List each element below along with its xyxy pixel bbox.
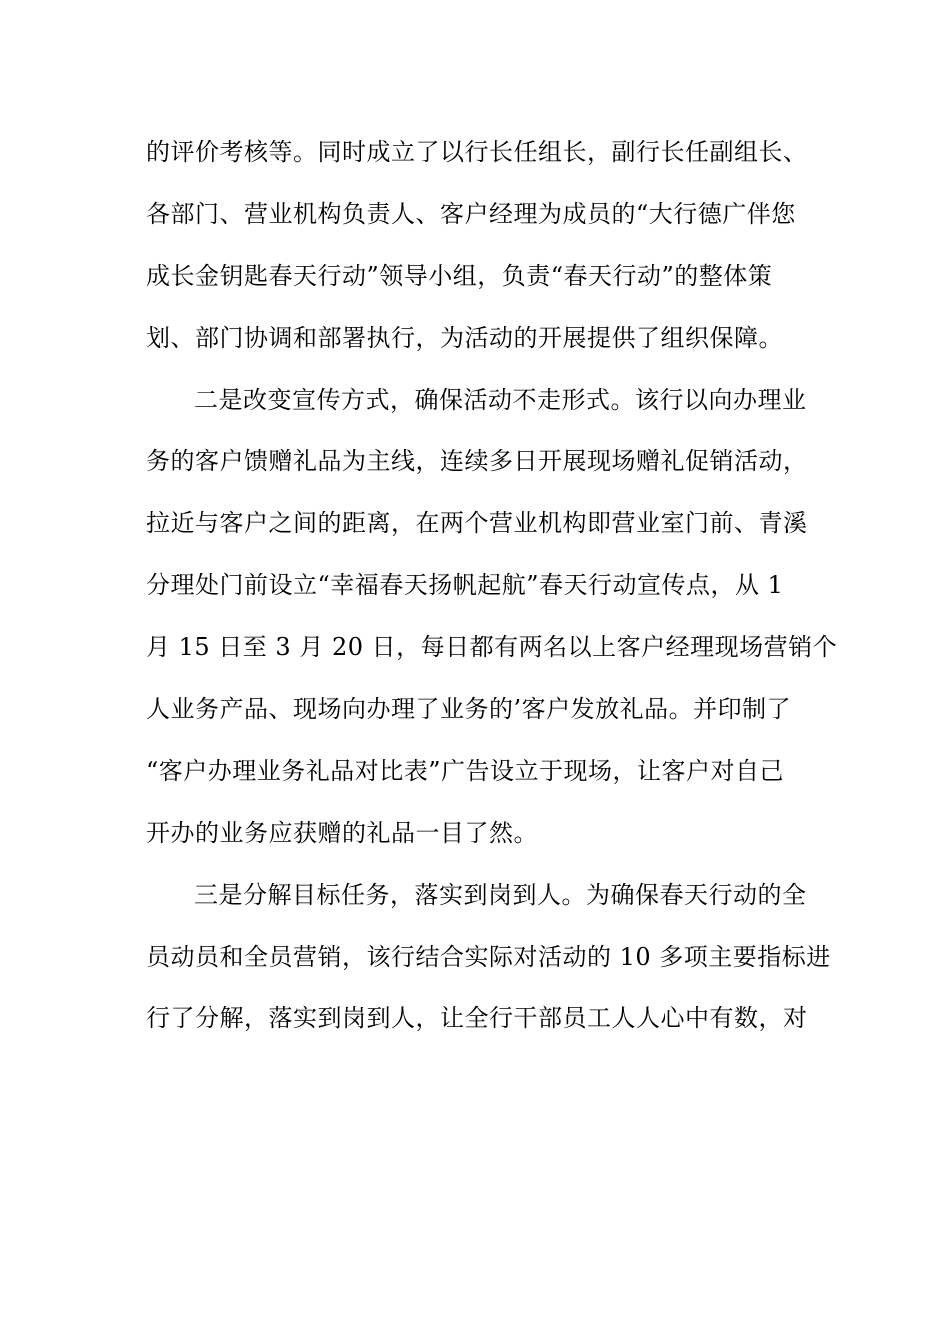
text-line: 成长金钥匙春天行动”领导小组，负责“春天行动”的整体策 [146, 261, 773, 290]
text-line: 月 15 日至 3 月 20 日，每日都有两名以上客户经理现场营销个 [146, 633, 838, 662]
body-text [146, 122, 838, 1050]
paragraph-start-line: 二是改变宣传方式，确保活动不走形式。该行以向办理业 [194, 385, 807, 414]
text-line: 的评价考核等。同时成立了以行长任组长，副行长任副组长、 [146, 138, 808, 166]
text-line: 务的客户馈赠礼品为主线，连续多日开展现场赠礼促销活动， [146, 447, 808, 476]
text-line: 开办的业务应获赠的礼品一目了然。 [146, 818, 538, 847]
text-line: 人业务产品、现场向办理了业务的’客户发放礼品。并印制了 [146, 695, 792, 724]
text-line: 行了分解，落实到岗到人，让全行干部员工人人心中有数，对 [146, 1004, 808, 1033]
text-line: 划、部门协调和部署执行，为活动的开展提供了组织保障。 [146, 323, 783, 352]
text-line: “客户办理业务礼品对比表”广告设立于现场，让客户对自己 [146, 756, 785, 785]
text-line: 员动员和全员营销，该行结合实际对活动的 10 多项主要指标进 [146, 942, 831, 971]
text-line: 各部门、营业机构负责人、客户经理为成员的“大行德广伴您 [146, 199, 796, 228]
text-line: 分理处门前设立“幸福春天扬帆起航”春天行动宣传点，从 1 [146, 571, 784, 600]
paragraph-start-line: 三是分解目标任务，落实到岗到人。为确保春天行动的全 [194, 880, 807, 909]
text-line: 拉近与客户之间的距离，在两个营业机构即营业室门前、青溪 [146, 509, 808, 538]
